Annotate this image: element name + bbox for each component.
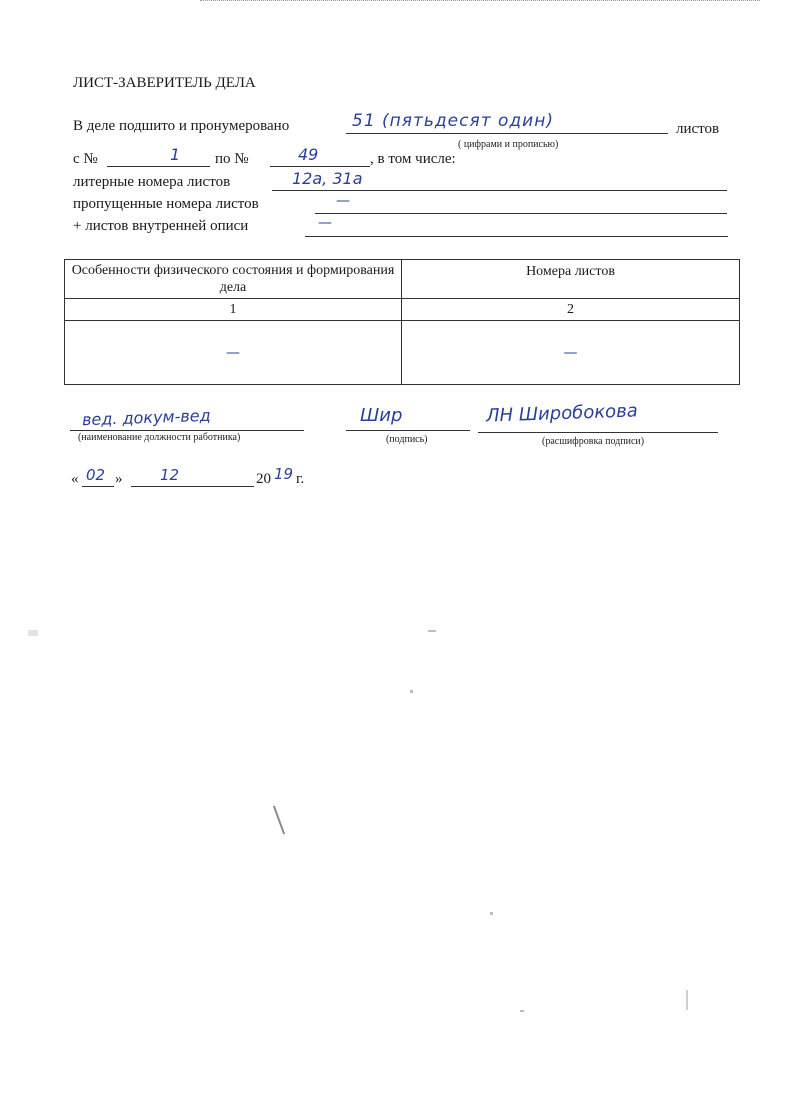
table-header-sheet-numbers: Номера листов	[402, 260, 740, 299]
table-col-number-1: 1	[65, 299, 402, 321]
to-value: 49	[298, 145, 319, 164]
literal-sheets-value: 12а, 31а	[292, 169, 363, 188]
scan-speck	[520, 1010, 524, 1012]
date-year-unit: г.	[296, 471, 305, 487]
literal-sheets-label: литерные номера листов	[73, 174, 231, 190]
sign-line	[346, 430, 470, 431]
date-day-line	[82, 486, 114, 487]
position-value: вед. докум-вед	[81, 405, 211, 430]
missing-sheets-value: —	[336, 193, 350, 209]
missing-sheets-line	[315, 213, 727, 214]
from-label: с №	[73, 151, 98, 167]
table-header-condition: Особенности физического состояния и формирования дела	[65, 260, 402, 299]
scan-speck	[428, 630, 436, 632]
sheets-suffix: листов	[676, 121, 720, 137]
sign-value: Шир	[360, 405, 403, 426]
table-header-row	[65, 260, 740, 299]
to-label: по №	[215, 151, 249, 167]
to-line	[270, 166, 370, 167]
missing-sheets-label: пропущенные номера листов	[73, 196, 259, 212]
date-month-line	[131, 486, 254, 487]
sign-caption: (подпись)	[386, 434, 428, 445]
inventory-sheets-line	[305, 236, 728, 237]
decoding-value: ЛН Широбокова	[485, 400, 639, 427]
date-year-prefix: 20	[256, 471, 271, 487]
table-cell-condition-value: —	[226, 344, 240, 361]
sheet-count-caption: ( цифрами и прописью)	[458, 139, 559, 150]
table-col-number-2: 2	[402, 299, 740, 321]
position-caption: (наименование должности работника)	[78, 432, 241, 443]
table-number-row	[65, 299, 740, 321]
sheet-count-handwritten: 51 (пятьдесят один)	[352, 111, 554, 131]
table-cell-condition	[65, 321, 402, 385]
table-cell-sheet-numbers	[402, 321, 740, 385]
position-line	[70, 430, 304, 431]
scan-speck	[410, 690, 413, 693]
scan-speck	[28, 630, 38, 636]
decoding-line	[478, 432, 718, 433]
sewn-label: В деле подшито и пронумеровано	[73, 118, 290, 134]
date-open-quote: «	[71, 471, 79, 487]
top-edge-mark	[200, 0, 760, 3]
from-line	[107, 166, 210, 167]
inventory-sheets-value: —	[318, 215, 332, 231]
document-title: ЛИСТ-ЗАВЕРИТЕЛЬ ДЕЛА	[73, 75, 256, 91]
including-label: , в том числе:	[370, 151, 456, 167]
scan-speck	[490, 912, 493, 915]
inventory-sheets-label: + листов внутренней описи	[73, 218, 249, 234]
table-cell-sheet-numbers-value: —	[563, 344, 578, 361]
sheet-count-line	[346, 133, 668, 134]
date-year-suffix: 19	[274, 465, 294, 483]
scan-speck	[273, 806, 285, 835]
decoding-caption: (расшифровка подписи)	[542, 436, 645, 447]
literal-sheets-line	[272, 190, 727, 191]
date-day: 02	[86, 466, 106, 484]
from-value: 1	[170, 145, 181, 164]
table-row	[65, 321, 740, 385]
date-close-quote: »	[115, 471, 123, 487]
scan-speck	[686, 990, 688, 1010]
date-month: 12	[160, 466, 180, 484]
condition-table	[64, 259, 740, 385]
